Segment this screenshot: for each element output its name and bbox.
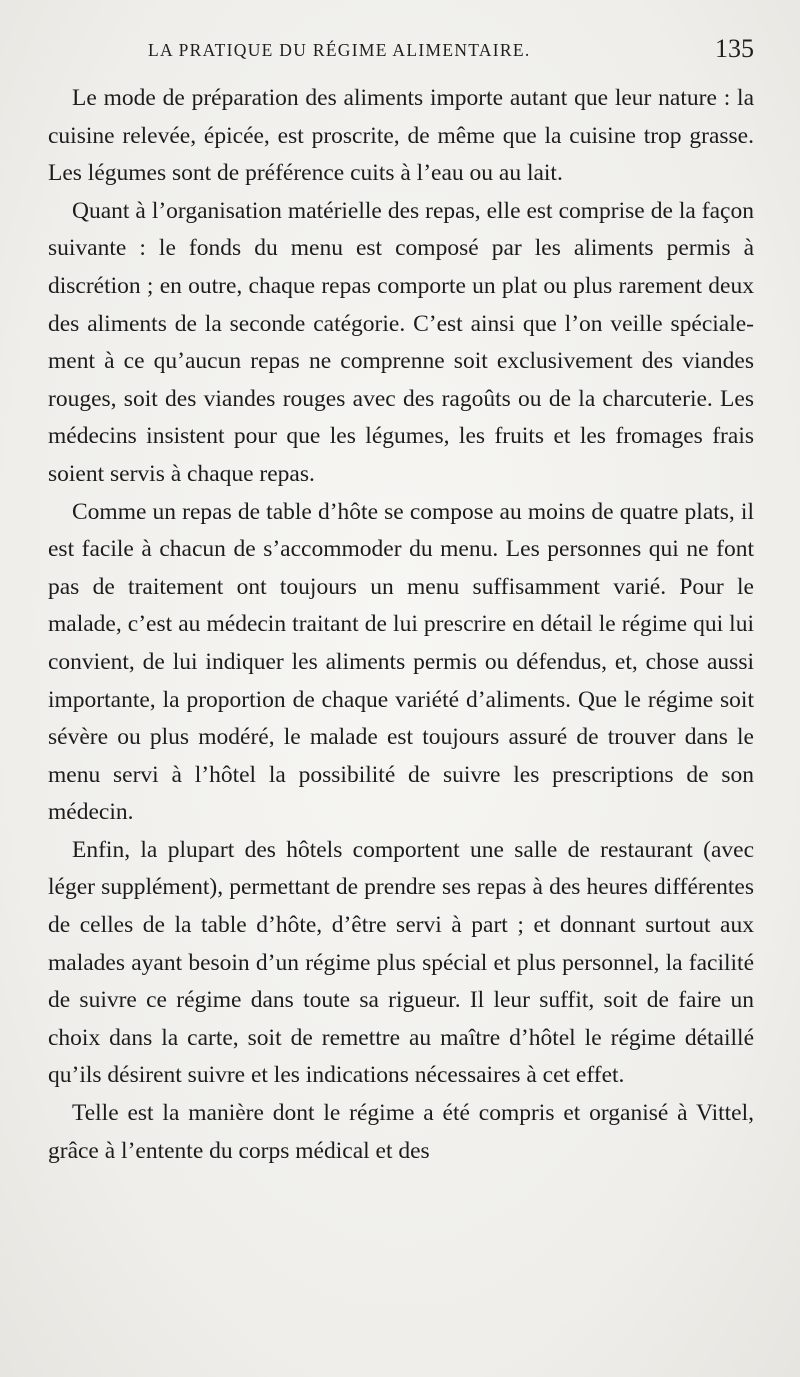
page-number: 135	[715, 34, 754, 63]
paragraph-organisation: Quant à l’organisation matérielle des repas, elle est comprise de la façon suivante : le fonds du menu est composé par les aliments permis à discrétion ; en outre, chaque repas comporte un plat ou plus rarement deux des aliments de la seconde catégorie. C’est ainsi que l’on veille spécialement à ce qu’aucun repas ne comprenne soit exclusivement des viandes rouges, soit des viandes rouges avec des ragoûts ou de la charcuterie. Les médecins insistent pour que les légumes, les fruits et les fromages frais soient servis à chaque repas.	[48, 197, 754, 487]
page-body	[48, 80, 754, 1170]
running-title: LA PRATIQUE DU RÉGIME ALIMENTAIRE.	[148, 40, 531, 60]
paragraph-conclusion: Telle est la manière dont le régime a été compris et organisé à Vittel, grâce à l’entente du corps médical et des	[48, 1100, 754, 1164]
paragraph-table-hote: Comme un repas de table d’hôte se compose au moins de quatre plats, il est facile à chacun de s’accommoder du menu. Les personnes qui ne font pas de traitement ont toujours un menu suffisamment varié. Pour le malade, c’est au médecin traitant de lui prescrire en détail le régime qui lui convient, de lui indiquer les aliments permis ou défendus, et, chose aussi importante, la proportion de chaque variété d’aliments. Que le régime soit sévère ou plus modéré, le malade est toujours assuré de trouver dans le menu servi à l’hôtel la possibilité de suivre les prescriptions de son médecin.	[48, 498, 754, 826]
paragraph-restaurant: Enfin, la plupart des hôtels comportent une salle de restaurant (avec léger supplément), permettant de prendre ses repas à des heures différentes de celles de la table d’hôte, d’être servi à part ; et donnant surtout aux malades ayant besoin d’un régime plus spécial et plus personnel, la facilité de suivre ce régime dans toute sa rigueur. Il leur suffit, soit de faire un choix dans la carte, soit de remettre au maître d’hôtel le régime détaillé qu’ils désirent suivre et les indications nécessaires à cet effet.	[48, 836, 754, 1089]
page-header	[148, 34, 754, 68]
paragraph-preparation: Le mode de préparation des aliments importe autant que leur nature : la cuisine relevée, épicée, est proscrite, de même que la cuisine trop grasse. Les légumes sont de préférence cuits à l’eau ou au lait.	[48, 85, 754, 187]
